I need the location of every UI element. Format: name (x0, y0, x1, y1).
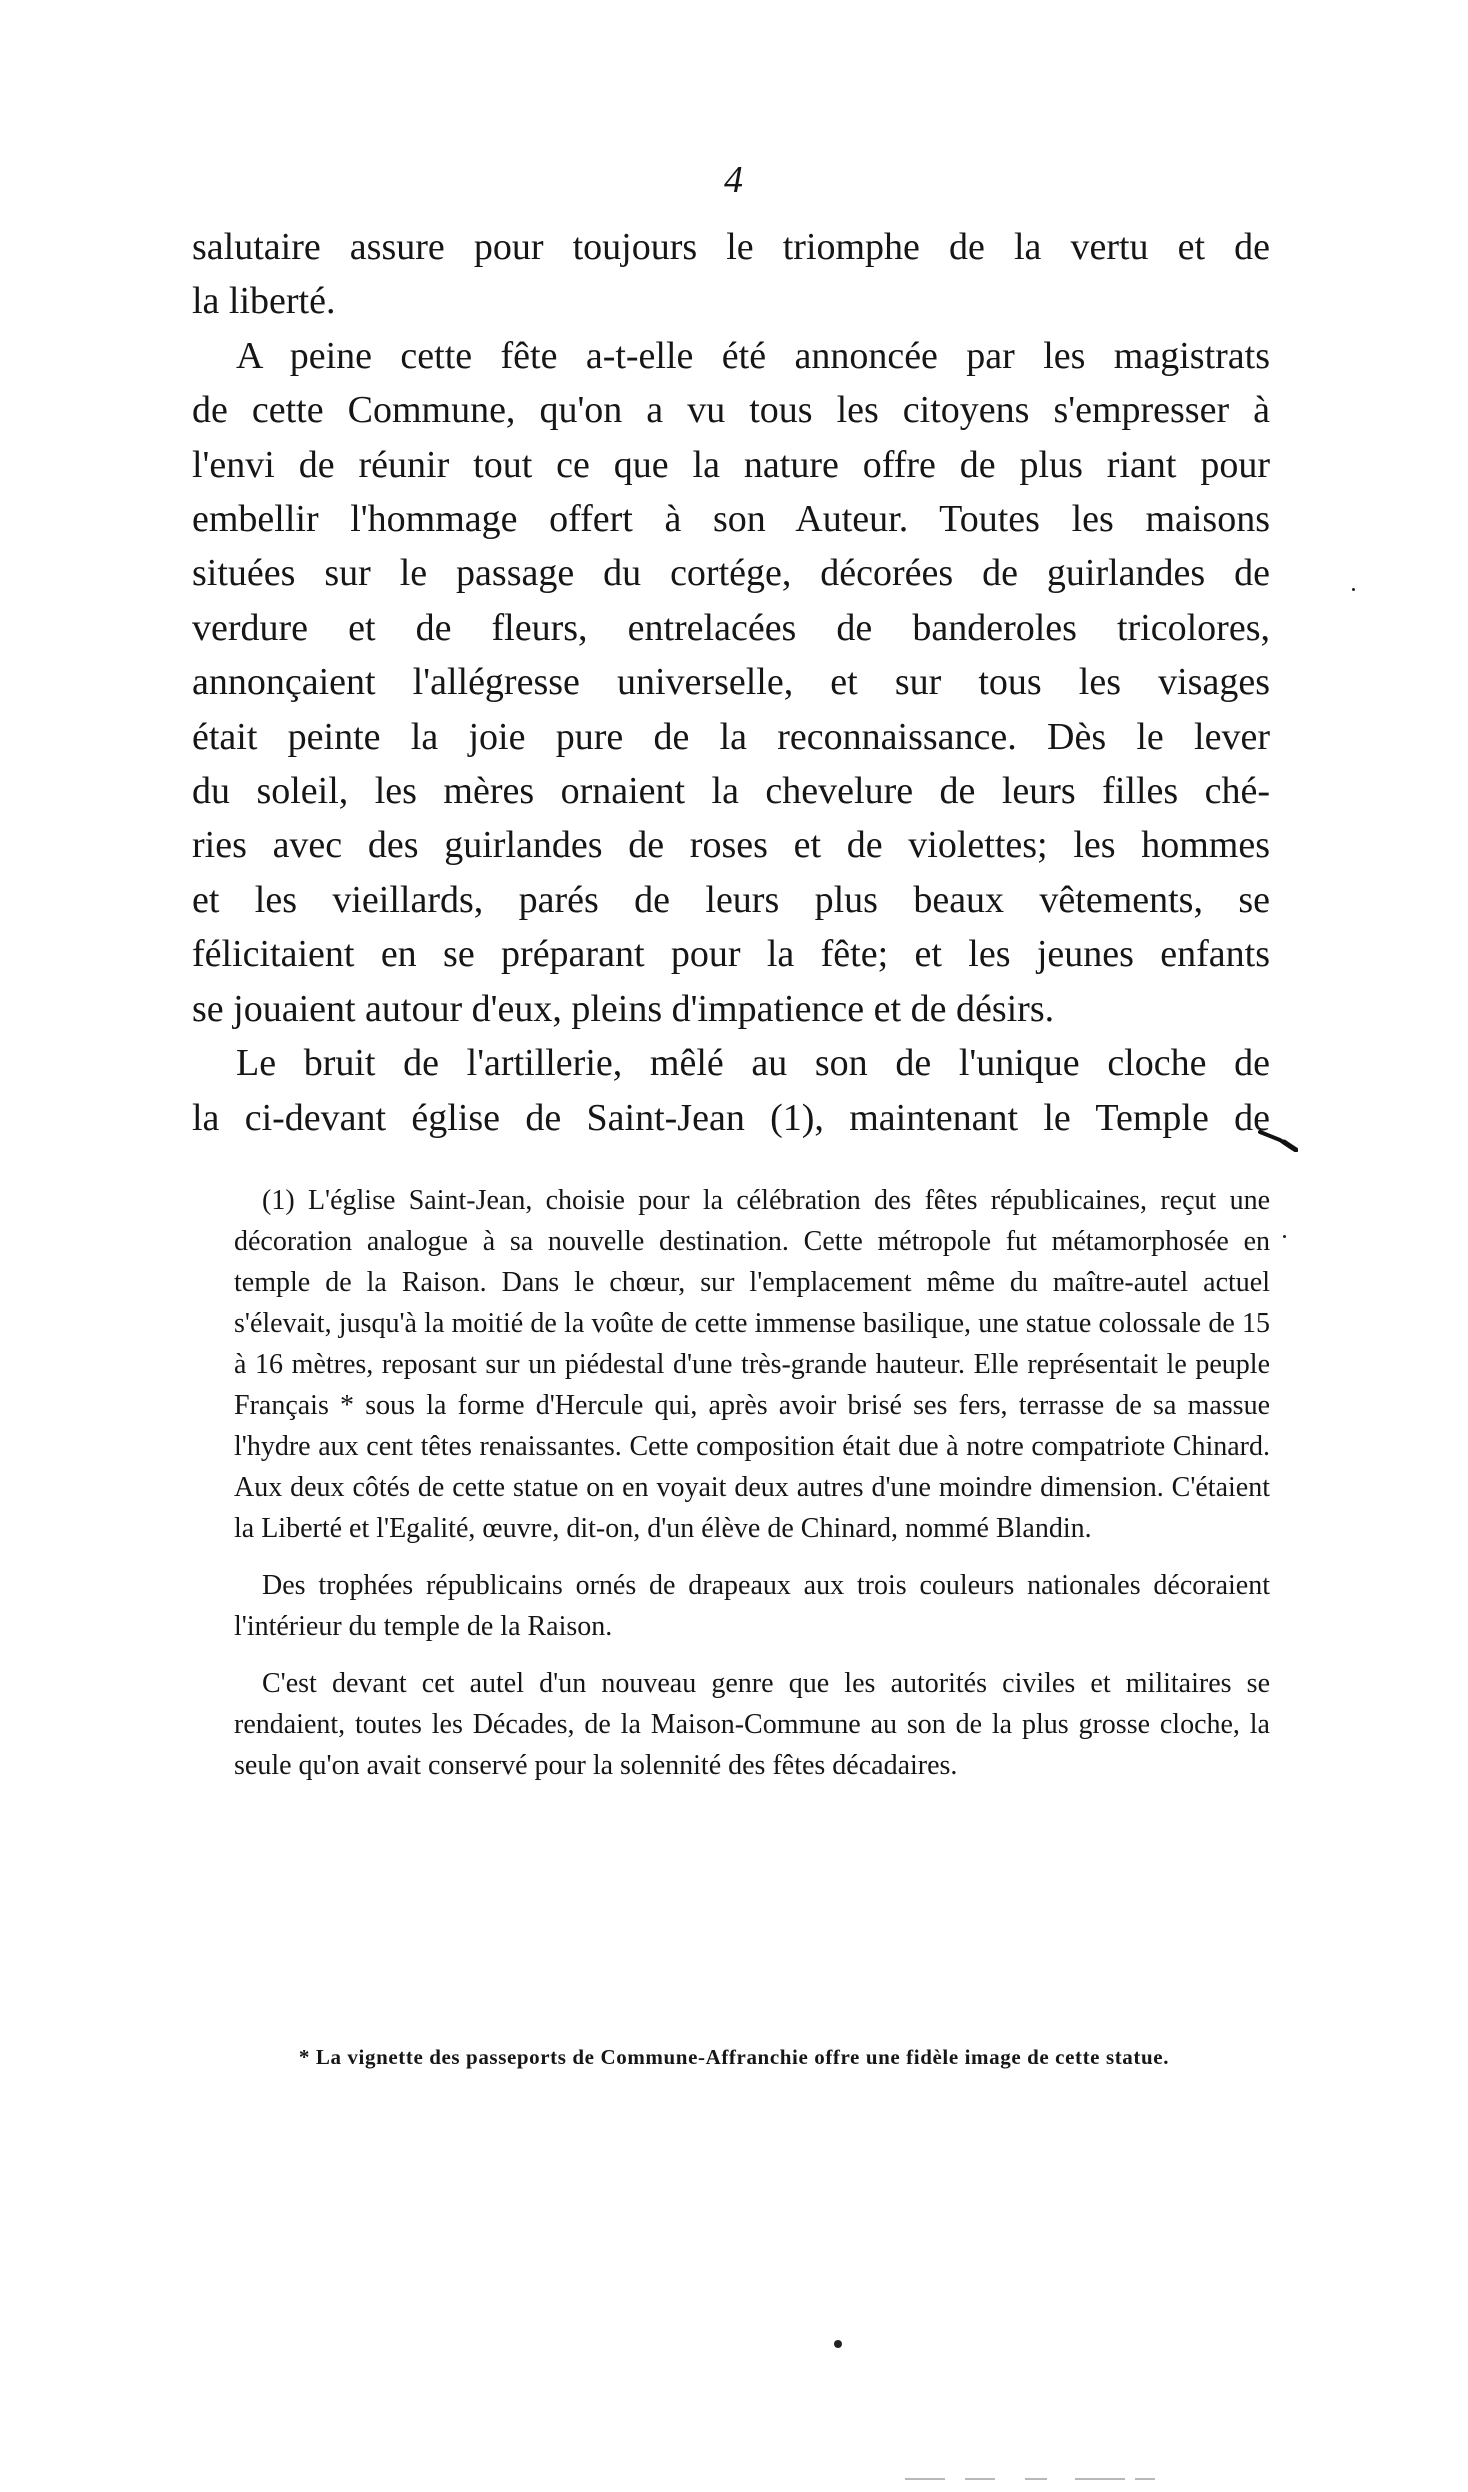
footnote-paragraph: Des trophées républicains ornés de drapeaux aux trois couleurs nationales décoraient l'intérieur du temple de la Raison. (234, 1570, 1270, 1642)
main-line: l'envi de réunir tout ce que la nature offre de plus riant pour (192, 443, 1270, 486)
main-line: la ci-devant église de Saint-Jean (1), maintenant le Temple de (192, 1096, 1270, 1139)
footnote-block (234, 1180, 1270, 1802)
page-number: 4 (724, 159, 744, 201)
main-line: A peine cette fête a-t-elle été annoncée par les magistrats (236, 334, 1270, 377)
bottom-scan-rule (965, 2478, 995, 2480)
footnote-paragraph: (1) L'église Saint-Jean, choisie pour la célébration des fêtes républicaines, reçut une décoration analogue à sa nouvelle destination. Cette métropole fut métamorphosée en temple de la Raison. Dans le chœur, sur l'emplacement même du maître-autel actuel s'élevait, jusqu'à la moitié de la voûte de cette immense basilique, une statue colossale de 15 à 16 mètres, reposant sur un piédestal d'une très-grande hauteur. Elle représentait le peuple Français * sous la forme d'Hercule qui, après avoir brisé ses fers, terrasse de sa massue l'hydre aux cent têtes renaissantes. Cette composition était due à notre compatriote Chinard. Aux deux côtés de cette statue on en voyait deux autres d'une moindre dimension. C'étaient la Liberté et l'Egalité, œuvre, dit-on, d'un élève de Chinard, nommé Blandin. (234, 1185, 1270, 1544)
main-line: embellir l'hommage offert à son Auteur. Toutes les maisons (192, 498, 1270, 541)
main-line: la liberté. (192, 280, 336, 323)
bottom-scan-rule (1025, 2478, 1047, 2480)
bottom-scan-rule (1075, 2478, 1125, 2480)
catchword-mark (1258, 1128, 1298, 1152)
main-text-body (192, 220, 1270, 1145)
footnote-paragraph: C'est devant cet autel d'un nouveau genre que les autorités civiles et militaires se rendaient, toutes les Décades, de la Maison-Commune au son de la plus grosse cloche, la seule qu'on avait conservé pour la solennité des fêtes décadaires. (234, 1668, 1270, 1781)
main-line: salutaire assure pour toujours le triomphe de la vertu et de (192, 226, 1270, 268)
sub-footnote: * La vignette des passeports de Commune-Affranchie offre une fidèle image de cette statue. (298, 2045, 1170, 2069)
main-line: et les vieillards, parés de leurs plus beaux vêtements, se (192, 878, 1270, 921)
main-line: Le bruit de l'artillerie, mêlé au son de l'unique cloche de (236, 1042, 1270, 1085)
bottom-scan-rule (1135, 2478, 1155, 2480)
main-line: de cette Commune, qu'on a vu tous les citoyens s'empresser à (192, 389, 1270, 432)
main-line: du soleil, les mères ornaient la chevelure de leurs filles ché- (192, 770, 1270, 813)
main-line: ries avec des guirlandes de roses et de violettes; les hommes (192, 824, 1270, 867)
main-line: se jouaient autour d'eux, pleins d'impatience et de désirs. (192, 987, 1055, 1030)
main-line: situées sur le passage du cortége, décorées de guirlandes de (192, 552, 1270, 595)
main-line: annonçaient l'allégresse universelle, et sur tous les visages (192, 661, 1270, 704)
main-line: verdure et de fleurs, entrelacées de banderoles tricolores, (192, 606, 1270, 649)
main-line: félicitaient en se préparant pour la fête; et les jeunes enfants (192, 933, 1270, 976)
bottom-scan-rule (905, 2478, 945, 2480)
ink-speck (834, 2340, 842, 2348)
ink-speck (1283, 1235, 1286, 1238)
main-line: était peinte la joie pure de la reconnaissance. Dès le lever (192, 715, 1270, 758)
ink-speck (1352, 588, 1355, 591)
